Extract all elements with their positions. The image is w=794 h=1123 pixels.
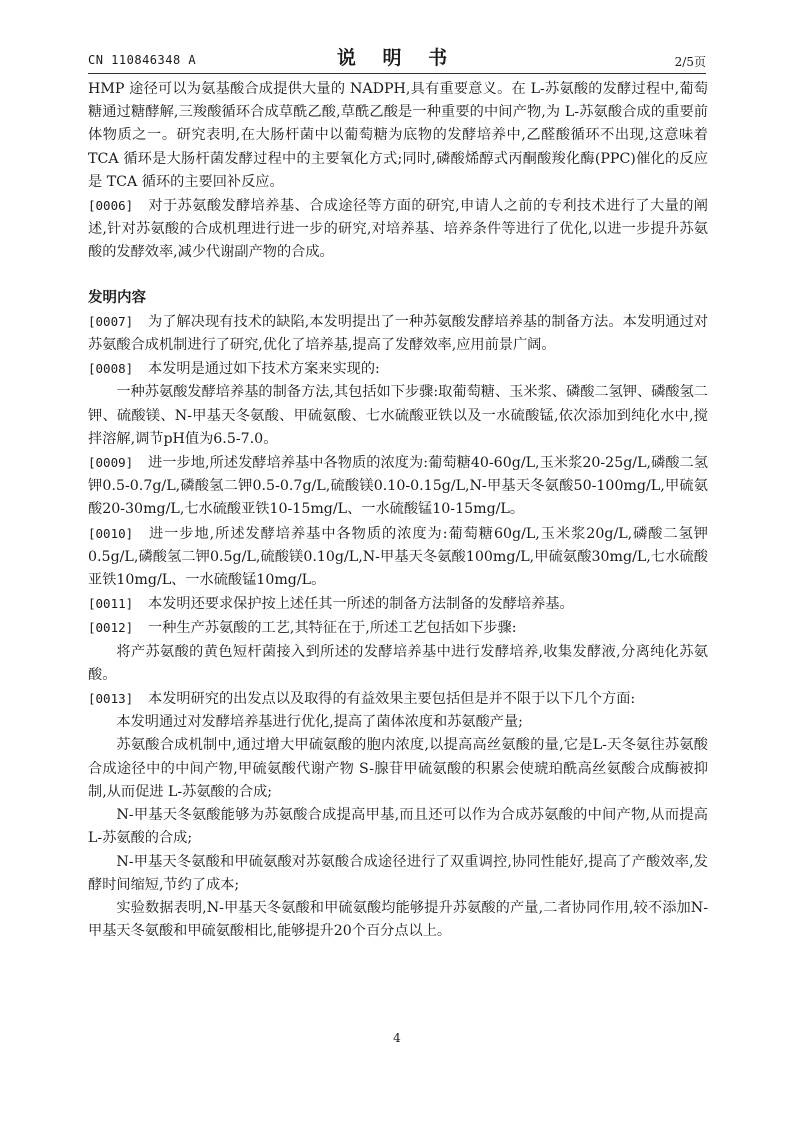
paragraph-0013 bbox=[88, 687, 708, 711]
paragraph-number: [0012] bbox=[88, 620, 134, 636]
paragraph-0009 bbox=[88, 451, 708, 522]
header-rule bbox=[88, 73, 706, 74]
paragraph-0008 bbox=[88, 357, 708, 381]
paragraph-text: 本发明还要求保护按上述任其一所述的制备方法制备的发酵培养基。 bbox=[148, 596, 574, 613]
document-number: CN 110846348 A bbox=[88, 53, 197, 67]
benefit-item-2: 苏氨酸合成机制中,通过增大甲硫氨酸的胞内浓度,以提高高丝氨酸的量,它是L-天冬氨往苏氨酸合成途径中的中间产物,甲硫氨酸代谢产物 S-腺苷甲硫氨酸的积累会使琥珀酰高丝氨酸合成酶被抑制,从而促进 L-苏氨酸的合成; bbox=[88, 737, 708, 800]
paragraph-number: [0007] bbox=[88, 313, 134, 329]
continued-paragraph: HMP 途径可以为氨基酸合成提供大量的 NADPH,具有重要意义。在 L-苏氨酸的发酵过程中,葡萄糖通过糖酵解,三羧酸循环合成草酰乙酸,草酰乙酸是一种重要的中间产物,为 L-苏氨酸合成的重要前体物质之一。研究表明,在大肠杆菌中以葡萄糖为底物的发酵培养中,乙醛酸循环不出现,这意味着 TCA 循环是大肠杆菌发酵过程中的主要氧化方式;同时,磷酸烯醇式丙酮酸羧化酶(PPC)催化的反应是 TCA 循环的主要回补反应。 bbox=[88, 81, 708, 190]
paragraph-number: [0008] bbox=[88, 361, 134, 377]
paragraph-number: [0013] bbox=[88, 691, 134, 707]
paragraph-number: [0010] bbox=[88, 525, 134, 541]
paragraph-text: 进一步地,所述发酵培养基中各物质的浓度为:葡萄糖60g/L,玉米浆20g/L,磷酸二氢钾0.5g/L,磷酸氢二钾0.5g/L,硫酸镁0.10g/L,N-甲基天冬氨酸100mg/L,甲硫氨酸30mg/L,七水硫酸亚铁10mg/L、一水硫酸锰10mg/L。 bbox=[88, 525, 708, 589]
page-header bbox=[88, 40, 706, 70]
benefit-item-1: 本发明通过对发酵培养基进行优化,提高了菌体浓度和苏氨酸产量; bbox=[116, 714, 523, 731]
benefit-item-5: 实验数据表明,N-甲基天冬氨酸和甲硫氨酸均能够提升苏氨酸的产量,二者协同作用,较不添加N-甲基天冬氨酸和甲硫氨酸相比,能够提升20个百分点以上。 bbox=[88, 899, 708, 940]
benefit-item-4: N-甲基天冬氨酸和甲硫氨酸对苏氨酸合成途径进行了双重调控,协同性能好,提高了产酸效率,发酵时间缩短,节约了成本; bbox=[88, 853, 708, 893]
paragraph-0007 bbox=[88, 310, 708, 357]
paragraph-0006 bbox=[88, 194, 708, 265]
paragraph-0012 bbox=[88, 616, 708, 640]
section-heading: 发明内容 bbox=[88, 289, 146, 306]
page-indicator: 2/5页 bbox=[674, 55, 706, 69]
page-number: 4 bbox=[393, 1031, 401, 1045]
benefit-item-3: N-甲基天冬氨酸能够为苏氨酸合成提高甲基,而且还可以作为合成苏氨酸的中间产物,从而提高L-苏氨酸的合成; bbox=[88, 807, 708, 847]
paragraph-text: 对于苏氨酸发酵培养基、合成途径等方面的研究,申请人之前的专利技术进行了大量的阐述,针对苏氨酸的合成机理进行进一步的研究,对培养基、培养条件等进行了优化,以进一步提升苏氨酸的发酵效率,减少代谢副产物的合成。 bbox=[88, 198, 708, 261]
document-body bbox=[88, 78, 708, 943]
paragraph-text: 一种生产苏氨酸的工艺,其特征在于,所述工艺包括如下步骤: bbox=[148, 620, 517, 637]
section-spacer bbox=[88, 265, 708, 287]
document-title: 说 明 书 bbox=[336, 47, 458, 69]
paragraph-number: [0006] bbox=[88, 198, 134, 214]
paragraph-number: [0009] bbox=[88, 455, 134, 471]
paragraph-text: 为了解决现有技术的缺陷,本发明提出了一种苏氨酸发酵培养基的制备方法。本发明通过对苏氨酸合成机制进行了研究,优化了培养基,提高了发酵效率,应用前景广阔。 bbox=[88, 313, 708, 354]
paragraph-0011 bbox=[88, 592, 708, 616]
paragraph-0010 bbox=[88, 522, 708, 593]
paragraph-number: [0011] bbox=[88, 596, 134, 612]
paragraph-text: 进一步地,所述发酵培养基中各物质的浓度为:葡萄糖40-60g/L,玉米浆20-25g/L,磷酸二氢钾0.5-0.7g/L,磷酸氢二钾0.5-0.7g/L,硫酸镁0.10-0.15g/L,N-甲基天冬氨酸50-100mg/L,甲硫氨酸20-30mg/L,七水硫酸亚铁10-15mg/L、一水硫酸锰10-15mg/L。 bbox=[88, 455, 708, 518]
paragraph-0008-method: 一种苏氨酸发酵培养基的制备方法,其包括如下步骤:取葡萄糖、玉米浆、磷酸二氢钾、磷酸氢二钾、硫酸镁、N-甲基天冬氨酸、甲硫氨酸、七水硫酸亚铁以及一水硫酸锰,依次添加到纯化水中,搅拌溶解,调节pH值为6.5-7.0。 bbox=[88, 384, 708, 447]
paragraph-text: 本发明研究的出发点以及取得的有益效果主要包括但是并不限于以下几个方面: bbox=[148, 691, 636, 708]
paragraph-text: 本发明是通过如下技术方案来实现的: bbox=[148, 361, 380, 378]
paragraph-0012-process: 将产苏氨酸的黄色短杆菌接入到所述的发酵培养基中进行发酵培养,收集发酵液,分离纯化苏氨酸。 bbox=[88, 643, 708, 683]
